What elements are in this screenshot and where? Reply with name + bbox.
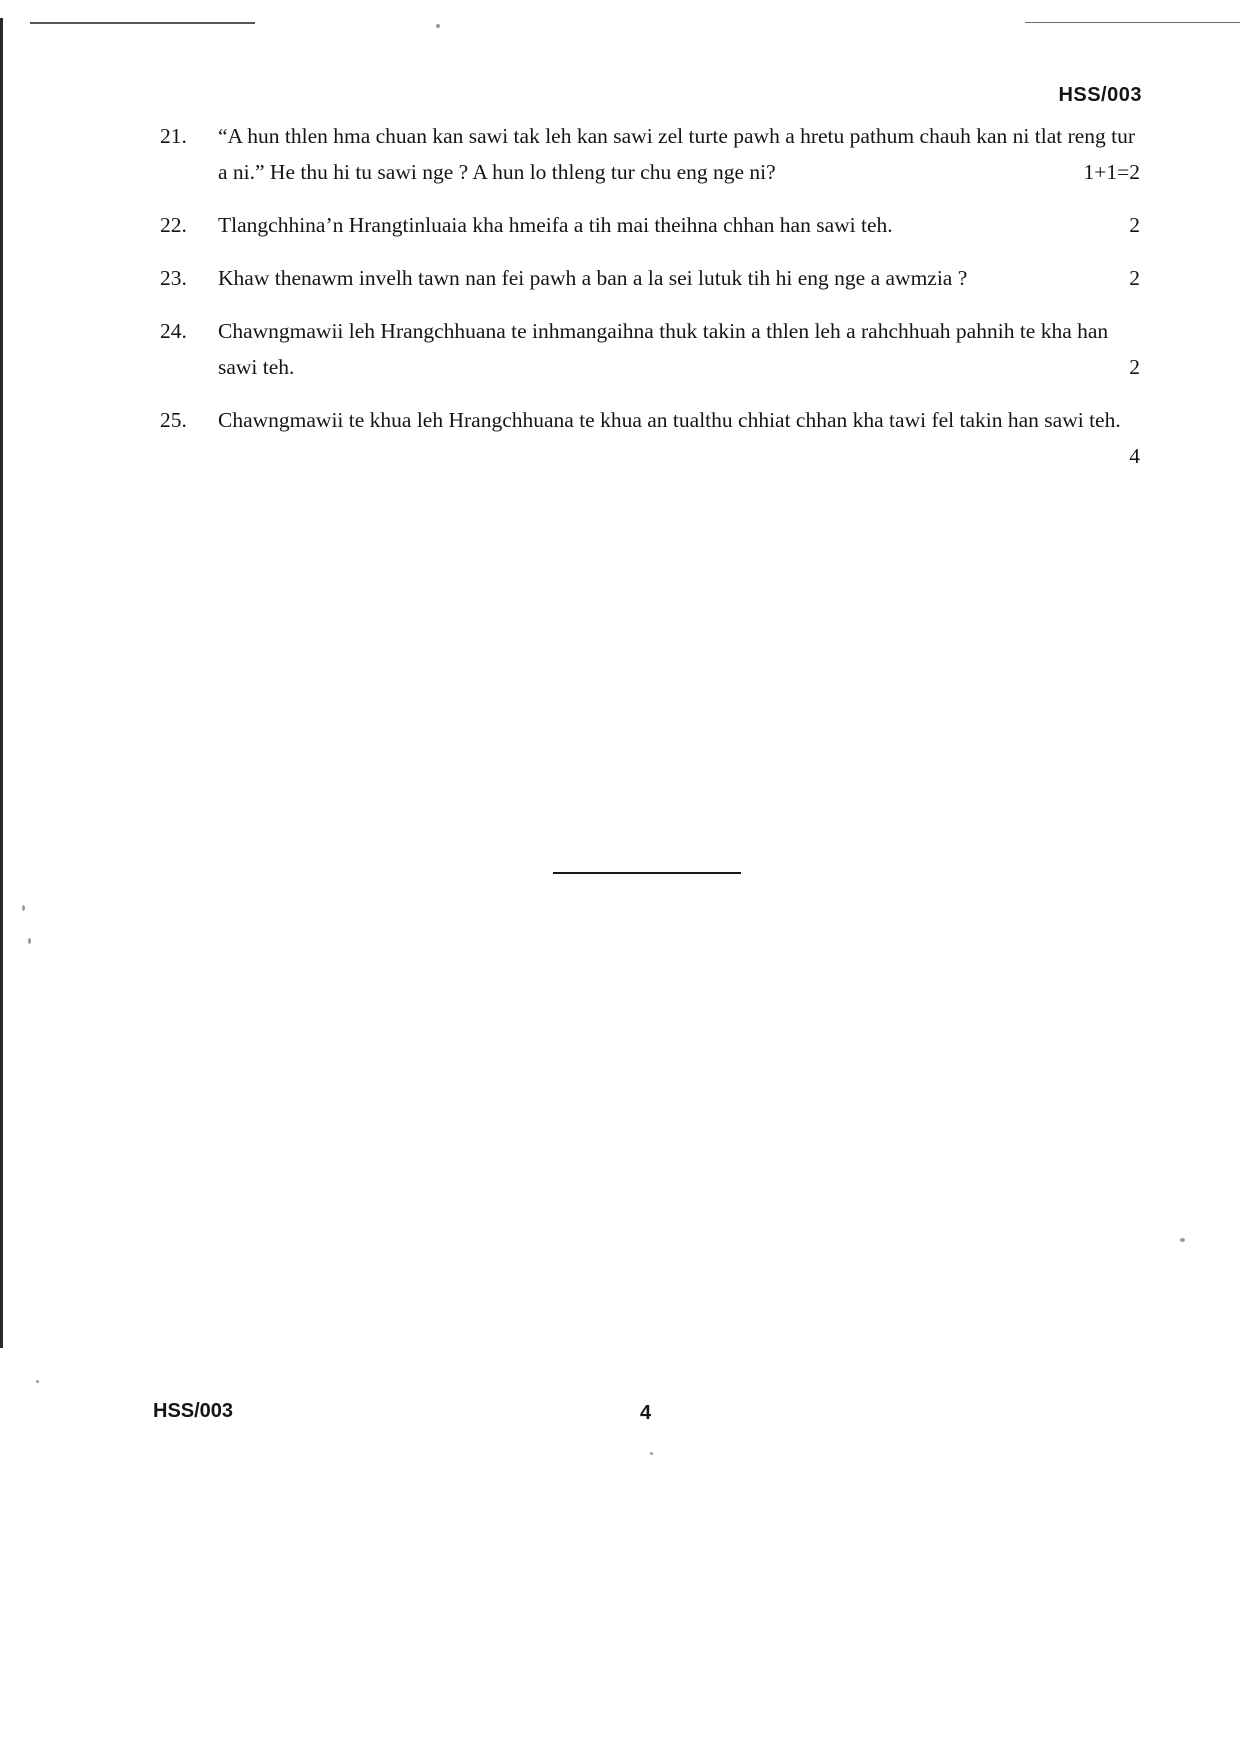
question-number: 24. (160, 319, 187, 343)
scan-speckle (22, 905, 25, 911)
scan-rule-top-left (30, 22, 255, 24)
question-text: “A hun thlen hma chuan kan sawi tak leh kan sawi zel turte pawh a hretu pathum chauh kan ni tlat reng tur a ni.” He thu hi tu sawi nge ? A hun lo thleng tur chu eng nge ni? 1+1=2 (218, 118, 1150, 190)
scan-speckle (1180, 1238, 1185, 1242)
question-number: 23. (160, 266, 187, 290)
question-item (160, 118, 1150, 190)
question-number: 25. (160, 408, 187, 432)
header-paper-code: HSS/003 (1058, 84, 1142, 106)
question-item (160, 260, 1150, 296)
question-text: 2 Tlangchhina’n Hrangtinluaia kha hmeifa a tih mai theihna chhan han sawi teh. (218, 207, 1150, 243)
scan-speckle (28, 938, 31, 944)
question-list (160, 118, 1150, 474)
question-marks: 4 (1129, 444, 1140, 468)
footer-paper-code: HSS/003 (153, 1400, 234, 1422)
question-text: Chawngmawii te khua leh Hrangchhuana te khua an tualthu chhiat chhan kha tawi fel takin han sawi teh. 4 (218, 402, 1150, 438)
question-text: Chawngmawii leh Hrangchhuana te inhmangaihna thuk takin a thlen leh a rahchhuah pahnih te kha han sawi teh. 2 (218, 313, 1150, 385)
question-item (160, 313, 1150, 385)
question-item (160, 207, 1150, 243)
scan-edge-left (0, 18, 3, 1348)
question-number: 22. (160, 213, 187, 237)
end-of-paper-rule (553, 872, 741, 874)
scan-speckle (436, 24, 440, 28)
question-text: 2 Khaw thenawm invelh tawn nan fei pawh a ban a la sei lutuk tih hi eng nge a awmzia ? (218, 260, 1150, 296)
question-item (160, 402, 1150, 468)
question-number: 21. (160, 124, 187, 148)
scan-speckle (650, 1452, 653, 1455)
question-marks: 2 (1129, 355, 1140, 379)
question-marks: 2 (1129, 266, 1140, 290)
question-marks: 2 (1129, 213, 1140, 237)
scan-rule-top-right (1025, 22, 1240, 23)
scan-speckle (36, 1380, 39, 1383)
footer-page-number: 4 (640, 1402, 652, 1424)
question-marks: 1+1=2 (1083, 160, 1140, 184)
